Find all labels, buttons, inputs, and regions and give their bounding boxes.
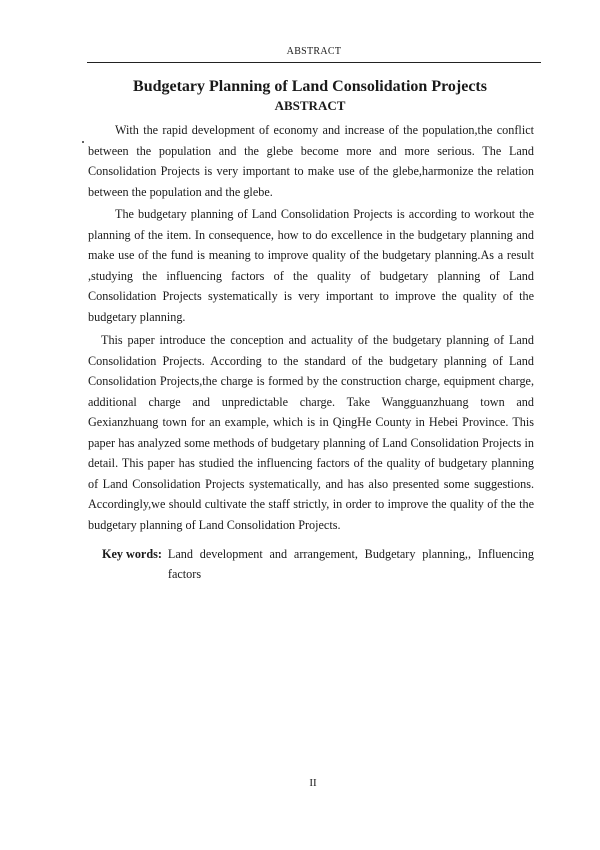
keywords-label: Key words: — [102, 547, 162, 561]
header-rule — [87, 62, 541, 63]
abstract-paragraph-2: The budgetary planning of Land Consolidation Projects is according to workout the planning of the item. In consequence, how to do excellence in the budgetary planning and make use of the fund is meaning to improve quality of the budgetary planning.As a result ,studying the influencing factors of the quality of budgetary planning of Land Consolidation Projects systematically is very important to improve the quality of the budgetary planning. — [88, 207, 534, 324]
scan-speck — [82, 141, 84, 143]
abstract-heading: ABSTRACT — [274, 98, 346, 113]
abstract-paragraph-1: With the rapid development of economy and increase of the population,the conflict between the population and the glebe become more and more serious. The Land Consolidation Projects is very important to make use of the glebe,harmonize the relation between the population and the glebe. — [88, 123, 534, 199]
page-number: II — [309, 777, 317, 789]
abstract-paragraph-3: This paper introduce the conception and actuality of the budgetary planning of Land Consolidation Projects. According to the standard of the budgetary planning of Land Consolidation Projects,the charge is formed by the construction charge, equipment charge, additional charge and unpredictable charge. Take Wangguanzhuang town and Gexianzhuang town for an example, which is in QingHe County in Hebei Province. This paper has analyzed some methods of budgetary planning of Land Consolidation Projects in detail. This paper has studied the influencing factors of the quality of budgetary planning of Land Consolidation Projects systematically, and has also presented some suggestions. Accordingly,we should cultivate the staff strictly, in order to improve the quality of the the budgetary planning of Land Consolidation Projects. — [88, 333, 534, 532]
running-header: ABSTRACT — [286, 46, 342, 57]
paper-title: Budgetary Planning of Land Consolidation Projects — [133, 78, 487, 95]
keywords-block — [102, 544, 534, 584]
keywords-text: Land development and arrangement, Budgetary planning,, Influencing factors — [167, 547, 534, 581]
